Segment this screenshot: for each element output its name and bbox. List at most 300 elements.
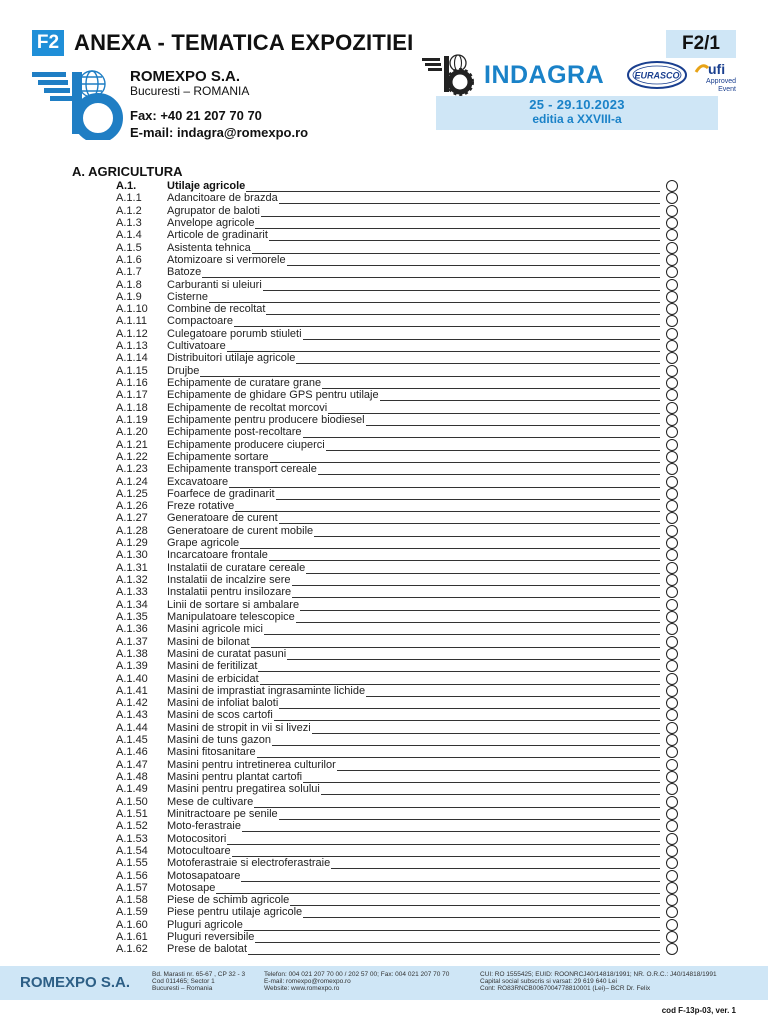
fill-line	[380, 390, 660, 401]
item-code: A.1.12	[116, 327, 148, 340]
item-checkbox[interactable]	[666, 808, 678, 820]
item-label-wrap	[167, 783, 660, 795]
item-label-wrap	[167, 525, 660, 537]
item-label: Utilaje agricole	[167, 180, 246, 192]
fill-line	[303, 772, 660, 783]
item-label-wrap	[167, 722, 660, 734]
event-edition: editia a XXVIII-a	[532, 112, 622, 126]
item-checkbox[interactable]	[666, 746, 678, 758]
item-code: A.1.6	[116, 253, 142, 266]
item-code: A.1.15	[116, 364, 148, 377]
list-item	[116, 636, 682, 648]
item-label: Instalatii pentru insilozare	[167, 586, 292, 599]
fill-line	[274, 710, 660, 721]
item-label: Motocultoare	[167, 844, 231, 857]
item-checkbox[interactable]	[666, 599, 678, 611]
item-label-wrap	[167, 180, 660, 192]
item-label: Prese de balotat	[167, 943, 248, 956]
item-label-wrap	[167, 685, 660, 697]
item-code: A.1.56	[116, 869, 148, 882]
item-checkbox[interactable]	[666, 180, 678, 192]
item-label-wrap	[167, 192, 660, 204]
item-label-wrap	[167, 636, 660, 648]
footer-brand: ROMEXPO S.A.	[20, 974, 131, 991]
fill-line	[303, 329, 660, 340]
list-item	[116, 402, 682, 414]
item-label: Carburanti si uleiuri	[167, 278, 262, 291]
fill-line	[234, 316, 660, 327]
list-item	[116, 586, 682, 598]
fill-line	[279, 698, 660, 709]
item-checkbox[interactable]	[666, 906, 678, 918]
item-label: Anvelope agricole	[167, 216, 255, 229]
item-label-wrap	[167, 673, 660, 685]
item-code: A.1.61	[116, 931, 148, 944]
list-item	[116, 205, 682, 217]
item-label-wrap	[167, 229, 660, 241]
footer-address	[152, 971, 245, 993]
item-code: A.1.50	[116, 795, 148, 808]
fill-line	[261, 206, 660, 217]
item-label-wrap	[167, 303, 660, 315]
item-code: A.1.22	[116, 450, 148, 463]
item-checkbox[interactable]	[666, 340, 678, 352]
item-checkbox[interactable]	[666, 303, 678, 315]
item-label: Asistenta tehnica	[167, 241, 251, 254]
footer-contact-line: E-mail: romexpo@romexpo.ro	[264, 978, 351, 986]
item-code: A.1.31	[116, 561, 148, 574]
list-item	[116, 857, 682, 869]
list-item	[116, 697, 682, 709]
item-label-wrap	[167, 759, 660, 771]
item-label: Instalatii de curatare cereale	[167, 561, 306, 574]
list-item	[116, 783, 682, 795]
item-label: Echipamente de curatare grane	[167, 377, 322, 389]
fill-line	[366, 686, 660, 697]
item-label-wrap	[167, 870, 660, 882]
item-checkbox[interactable]	[666, 315, 678, 327]
item-checkbox[interactable]	[666, 328, 678, 340]
list-item	[116, 365, 682, 377]
item-label-wrap	[167, 414, 660, 426]
item-label: Articole de gradinarit	[167, 229, 268, 242]
item-checkbox[interactable]	[666, 648, 678, 660]
footer-contact	[264, 971, 449, 993]
fill-line	[270, 452, 661, 463]
item-label-wrap	[167, 389, 660, 401]
list-item	[116, 315, 682, 327]
item-checkbox[interactable]	[666, 525, 678, 537]
item-label-wrap	[167, 549, 660, 561]
list-item	[116, 623, 682, 635]
list-item	[116, 242, 682, 254]
fill-line	[248, 944, 660, 955]
fill-line	[241, 871, 660, 882]
item-label: Distribuitori utilaje agricole	[167, 352, 296, 365]
fill-line	[331, 858, 660, 869]
fill-line	[257, 747, 660, 758]
item-code: A.1.8	[116, 278, 142, 291]
item-checkbox[interactable]	[666, 365, 678, 377]
item-label: Piese de schimb agricole	[167, 894, 290, 907]
list-item	[116, 759, 682, 771]
fill-line	[235, 501, 660, 512]
fill-line	[321, 784, 660, 795]
list-item	[116, 882, 682, 894]
item-checkbox[interactable]	[666, 414, 678, 426]
item-label-wrap	[167, 365, 660, 377]
fill-line	[266, 304, 660, 315]
footer-address-line: Bucuresti – Romania	[152, 985, 213, 993]
item-label-wrap	[167, 328, 660, 340]
event-dates: 25 - 29.10.2023	[529, 97, 625, 112]
item-label: Echipamente de recoltat morcovi	[167, 401, 328, 414]
item-checkbox[interactable]	[666, 229, 678, 241]
item-label-wrap	[167, 217, 660, 229]
item-checkbox[interactable]	[666, 759, 678, 771]
footer-address-line: Cod 011465; Sector 1	[152, 978, 215, 986]
fill-line	[276, 489, 660, 500]
item-checkbox[interactable]	[666, 586, 678, 598]
list-item	[116, 931, 682, 943]
item-label: Masini pentru pregatirea solului	[167, 783, 320, 796]
item-label-wrap	[167, 796, 660, 808]
item-checkbox[interactable]	[666, 722, 678, 734]
ufi-logo-icon	[692, 60, 738, 94]
item-label: Pluguri agricole	[167, 918, 243, 931]
item-code: A.1.39	[116, 660, 148, 673]
item-code: A.1.13	[116, 340, 148, 353]
item-label: Generatoare de curent mobile	[167, 524, 314, 537]
item-checkbox[interactable]	[666, 783, 678, 795]
list-item	[116, 746, 682, 758]
fill-line	[227, 834, 660, 845]
item-label: Masini de scos cartofi	[167, 709, 273, 722]
item-label: Motoferastraie si electroferastraie	[167, 857, 331, 870]
item-label-wrap	[167, 266, 660, 278]
event-info-box	[436, 96, 718, 130]
fill-line	[296, 353, 660, 364]
list-item	[116, 906, 682, 918]
item-checkbox[interactable]	[666, 697, 678, 709]
item-checkbox[interactable]	[666, 574, 678, 586]
item-label-wrap	[167, 291, 660, 303]
item-label-wrap	[167, 352, 660, 364]
list-item	[116, 303, 682, 315]
item-label-wrap	[167, 882, 660, 894]
fill-line	[296, 612, 660, 623]
list-item	[116, 488, 682, 500]
item-checkbox[interactable]	[666, 845, 678, 857]
item-checkbox[interactable]	[666, 734, 678, 746]
item-code: A.1.55	[116, 857, 148, 870]
item-label-wrap	[167, 574, 660, 586]
organizer-name: ROMEXPO S.A.	[130, 68, 241, 85]
item-checkbox[interactable]	[666, 242, 678, 254]
fill-line	[216, 883, 660, 894]
organizer-fax: Fax: +40 21 207 70 70	[130, 108, 262, 123]
item-label: Atomizoare si vermorele	[167, 253, 286, 266]
fill-line	[200, 366, 660, 377]
item-checkbox[interactable]	[666, 943, 678, 955]
item-checkbox[interactable]	[666, 266, 678, 278]
item-label: Cultivatoare	[167, 340, 226, 353]
list-item	[116, 673, 682, 685]
section-title: A. AGRICULTURA	[72, 164, 183, 179]
footer-contact-line: Website: www.romexpo.ro	[264, 985, 340, 993]
item-checkbox[interactable]	[666, 512, 678, 524]
item-label-wrap	[167, 943, 660, 955]
list-item	[116, 685, 682, 697]
item-label: Compactoare	[167, 315, 234, 328]
fill-line	[209, 292, 660, 303]
item-checkbox[interactable]	[666, 488, 678, 500]
item-checkbox[interactable]	[666, 254, 678, 266]
item-label-wrap	[167, 562, 660, 574]
item-checkbox[interactable]	[666, 205, 678, 217]
footer-legal-line: Cont: RO83RNCB0067004778810001 (Lei)– BCR Dr. Felix	[480, 985, 651, 993]
item-checkbox[interactable]	[666, 882, 678, 894]
list-item	[116, 451, 682, 463]
list-item	[116, 919, 682, 931]
item-label: Moto-ferastraie	[167, 820, 241, 833]
item-checkbox[interactable]	[666, 870, 678, 882]
list-item	[116, 808, 682, 820]
item-checkbox[interactable]	[666, 549, 678, 561]
item-checkbox[interactable]	[666, 291, 678, 303]
list-item	[116, 549, 682, 561]
item-checkbox[interactable]	[666, 611, 678, 623]
page-title: ANEXA - TEMATICA EXPOZITIEI	[74, 30, 414, 55]
fill-line	[264, 624, 660, 635]
item-label: Echipamente pentru producere biodiesel	[167, 413, 365, 426]
item-label-wrap	[167, 463, 660, 475]
fill-line	[303, 427, 660, 438]
item-code: A.1.51	[116, 807, 148, 820]
fill-line	[326, 440, 660, 451]
ufi-event-text: Event	[718, 86, 736, 93]
item-code: A.1.58	[116, 894, 148, 907]
item-label-wrap	[167, 340, 660, 352]
fill-line	[337, 760, 660, 771]
item-label-wrap	[167, 697, 660, 709]
form-badge: F2	[32, 30, 64, 56]
item-checkbox[interactable]	[666, 623, 678, 635]
item-checkbox[interactable]	[666, 279, 678, 291]
item-label: Mese de cultivare	[167, 795, 254, 808]
fill-line	[202, 267, 660, 278]
item-checkbox[interactable]	[666, 857, 678, 869]
item-code: A.1.49	[116, 783, 148, 796]
fill-line	[232, 846, 660, 857]
romexpo-logo-icon	[32, 68, 124, 140]
item-label-wrap	[167, 512, 660, 524]
item-checkbox[interactable]	[666, 402, 678, 414]
item-code: A.1.42	[116, 697, 148, 710]
item-checkbox[interactable]	[666, 500, 678, 512]
fill-line	[322, 378, 660, 389]
item-label: Batoze	[167, 266, 202, 279]
item-checkbox[interactable]	[666, 833, 678, 845]
item-checkbox[interactable]	[666, 709, 678, 721]
item-code: A.1.23	[116, 463, 148, 476]
fill-line	[287, 255, 660, 266]
fill-line	[251, 637, 660, 648]
list-item	[116, 525, 682, 537]
fill-line	[314, 526, 660, 537]
list-item	[116, 328, 682, 340]
item-label: Generatoare de curent	[167, 512, 278, 525]
item-label-wrap	[167, 205, 660, 217]
footer-address-line: Bd. Marasti nr. 65-67 , CP 32 - 3	[152, 971, 246, 978]
event-name: INDAGRA	[484, 61, 605, 89]
list-item	[116, 463, 682, 475]
fill-line	[269, 550, 660, 561]
item-checkbox[interactable]	[666, 192, 678, 204]
list-item	[116, 943, 682, 955]
item-label-wrap	[167, 623, 660, 635]
item-label-wrap	[167, 279, 660, 291]
item-checkbox[interactable]	[666, 439, 678, 451]
footer-legal-line: Capital social subscris si varsat: 29 619 640 Lei	[480, 978, 617, 986]
item-label-wrap	[167, 931, 660, 943]
item-label-wrap	[167, 586, 660, 598]
item-code: A.1.28	[116, 524, 148, 537]
list-item	[116, 266, 682, 278]
item-code: A.1.32	[116, 574, 148, 586]
item-label-wrap	[167, 439, 660, 451]
item-label: Incarcatoare frontale	[167, 549, 268, 562]
list-item	[116, 845, 682, 857]
item-label: Foarfece de gradinarit	[167, 487, 275, 500]
list-item	[116, 771, 682, 783]
list-item	[116, 389, 682, 401]
item-label: Instalatii de incalzire sere	[167, 574, 291, 586]
item-code: A.1.1	[116, 192, 142, 205]
item-label-wrap	[167, 771, 660, 783]
item-label: Motosape	[167, 881, 216, 894]
list-item	[116, 820, 682, 832]
item-checkbox[interactable]	[666, 931, 678, 943]
item-checkbox[interactable]	[666, 352, 678, 364]
list-item	[116, 833, 682, 845]
item-code: A.1.35	[116, 610, 148, 623]
fill-line	[279, 193, 660, 204]
fill-line	[306, 563, 660, 574]
item-code: A.1.38	[116, 647, 148, 660]
item-label: Echipamente transport cereale	[167, 463, 317, 476]
item-checkbox[interactable]	[666, 463, 678, 475]
item-code: A.1.25	[116, 487, 148, 500]
list-item	[116, 254, 682, 266]
item-checkbox[interactable]	[666, 217, 678, 229]
list-item	[116, 870, 682, 882]
list-item	[116, 500, 682, 512]
item-checkbox[interactable]	[666, 673, 678, 685]
fill-line	[300, 600, 660, 611]
item-checkbox[interactable]	[666, 636, 678, 648]
item-checkbox[interactable]	[666, 377, 678, 389]
fill-line	[279, 513, 660, 524]
item-label: Echipamente post-recoltare	[167, 426, 302, 439]
item-label: Echipamente sortare	[167, 450, 269, 463]
item-code: A.1.4	[116, 229, 142, 242]
item-label: Grape agricole	[167, 537, 240, 550]
list-item	[116, 894, 682, 906]
item-checkbox[interactable]	[666, 476, 678, 488]
item-label: Masini pentru plantat cartofi	[167, 771, 303, 783]
item-code: A.1.18	[116, 401, 148, 414]
fill-line	[263, 280, 660, 291]
fill-line	[255, 218, 660, 229]
item-code: A.1.9	[116, 290, 142, 303]
fill-line	[366, 415, 660, 426]
item-checkbox[interactable]	[666, 451, 678, 463]
item-label: Masini de curatat pasuni	[167, 647, 287, 660]
fill-line	[292, 575, 660, 586]
list-item	[116, 796, 682, 808]
fill-line	[246, 181, 660, 192]
fill-line	[328, 403, 660, 414]
item-code: A.1.21	[116, 438, 148, 451]
item-label-wrap	[167, 919, 660, 931]
item-checkbox[interactable]	[666, 389, 678, 401]
item-code: A.1.36	[116, 623, 148, 636]
list-item	[116, 537, 682, 549]
list-item	[116, 574, 682, 586]
item-label: Combine de recoltat	[167, 303, 266, 316]
item-checkbox[interactable]	[666, 796, 678, 808]
item-code: A.1.54	[116, 844, 148, 857]
item-label: Freze rotative	[167, 500, 235, 513]
item-checkbox[interactable]	[666, 660, 678, 672]
item-checkbox[interactable]	[666, 562, 678, 574]
item-code: A.1.59	[116, 906, 148, 919]
item-code: A.1.48	[116, 771, 148, 783]
footer	[0, 966, 768, 1000]
item-checkbox[interactable]	[666, 919, 678, 931]
item-label-wrap	[167, 402, 660, 414]
item-code: A.1.11	[116, 315, 147, 328]
list-item	[116, 352, 682, 364]
item-code: A.1.37	[116, 635, 148, 648]
item-code: A.1.26	[116, 500, 148, 513]
item-label-wrap	[167, 894, 660, 906]
item-checkbox[interactable]	[666, 537, 678, 549]
list-item	[116, 709, 682, 721]
item-code: A.1.20	[116, 426, 148, 439]
item-code: A.1.3	[116, 216, 142, 229]
item-checkbox[interactable]	[666, 685, 678, 697]
item-code: A.1.53	[116, 832, 148, 845]
item-checkbox[interactable]	[666, 894, 678, 906]
fill-line	[252, 243, 660, 254]
item-checkbox[interactable]	[666, 426, 678, 438]
ufi-approved-text: Approved	[706, 78, 736, 85]
item-label-wrap	[167, 820, 660, 832]
item-checkbox[interactable]	[666, 771, 678, 783]
list-item	[116, 439, 682, 451]
item-label-wrap	[167, 451, 660, 463]
item-code: A.1.34	[116, 598, 148, 611]
fill-line	[258, 661, 660, 672]
item-code: A.1.47	[116, 758, 148, 771]
item-label-wrap	[167, 808, 660, 820]
item-code: A.1.17	[116, 389, 148, 402]
item-checkbox[interactable]	[666, 820, 678, 832]
item-label: Masini de tuns gazon	[167, 734, 271, 747]
item-label-wrap	[167, 857, 660, 869]
